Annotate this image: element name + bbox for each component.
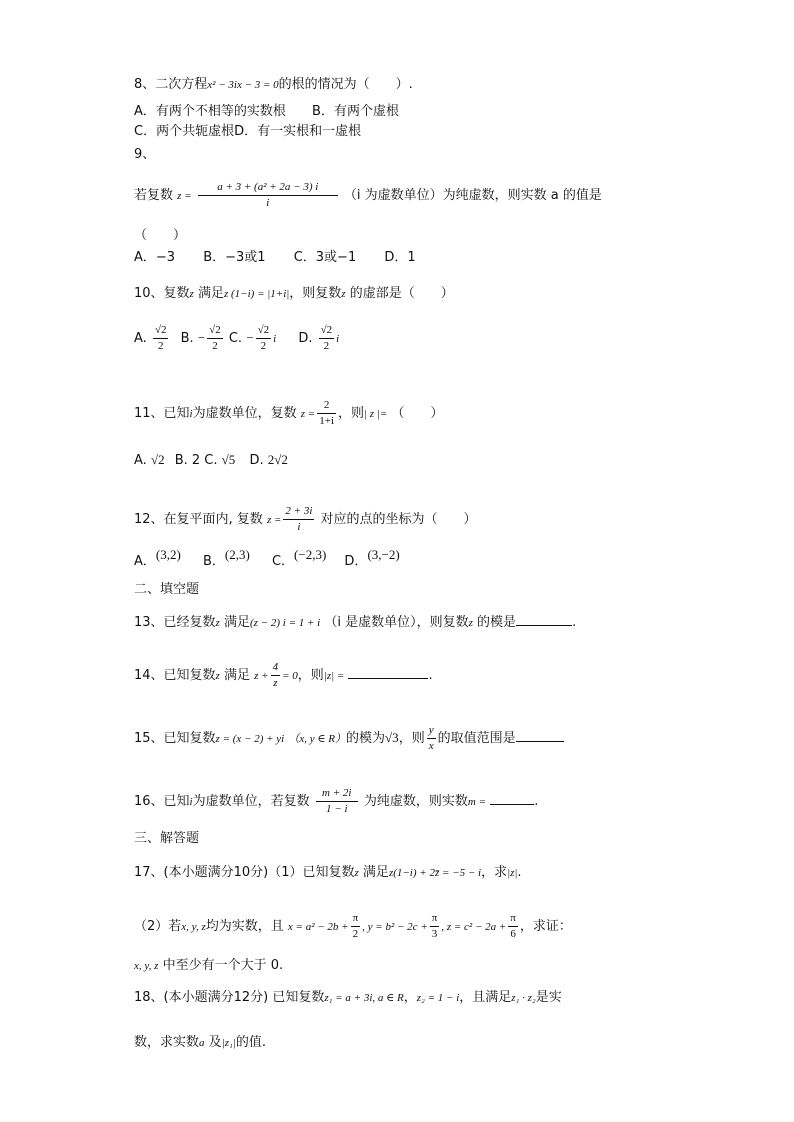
q12-option-a-label: A．: [134, 554, 156, 569]
q13-equation: (z − 2) i = 1 + i: [249, 617, 321, 629]
q11-prefix: 11、已知: [134, 406, 190, 421]
q18-abs: |z₁|: [221, 1037, 236, 1049]
q10-options: [134, 318, 339, 359]
q17-frac-pi6: [508, 911, 518, 942]
q18-var-a: a: [199, 1037, 205, 1049]
q12-option-b-val: (2,3): [224, 547, 250, 562]
q11-option-c-val: √5: [221, 452, 236, 467]
q8-option-a: A．有两个不相等的实数根: [134, 104, 286, 119]
section-fill-in-heading: 二、填空题: [134, 582, 200, 597]
q18-product: z₁ · z₂: [511, 992, 536, 1004]
q10-option-b-den: 2: [212, 340, 218, 352]
q10-prefix: 10、复数: [134, 286, 190, 301]
q9-paren: （ ）: [134, 228, 187, 243]
q16-suffix: 为纯虚数，则实数: [363, 794, 468, 809]
q9-numerator: a + 3 + (a² + 2a − 3) i: [198, 180, 338, 196]
q10-suffix: ，则复数: [289, 286, 342, 301]
q12-options: [134, 547, 400, 571]
q17-pi-c: π: [508, 911, 518, 927]
q8-suffix: 的根的情况为（ ）.: [278, 77, 413, 92]
q10-option-d-label: D.: [298, 331, 313, 346]
q15-prefix: 15、已知复数: [134, 731, 216, 746]
q17-den-2: 2: [352, 928, 359, 940]
q15-condition: （x, y ∈ R）: [288, 733, 347, 745]
q9-denominator: i: [266, 197, 270, 209]
q17-part2-line2-vars: x, y, z: [134, 960, 159, 972]
q17-part2-vars: x, y, z: [181, 921, 206, 933]
q18-prefix: 18、(本小题满分12分) 已知复数: [134, 990, 325, 1005]
q18-line2-suffix: 的值.: [235, 1035, 266, 1050]
q8-option-b: B．有两个虚根: [312, 104, 399, 119]
q11-options: [134, 451, 288, 470]
q17-part2-suffix: ，求证：: [519, 919, 572, 934]
q17-den-3: 3: [431, 928, 438, 940]
q18-eq2: z₂ = 1 − i: [416, 992, 460, 1004]
q9-fraction: [198, 180, 338, 211]
q15-sqrt: √3: [385, 730, 399, 745]
q17-abs: |z|: [507, 867, 518, 879]
q15-stem: [134, 718, 564, 759]
q17-den-6: 6: [510, 928, 516, 940]
q10-option-c-unit: i: [273, 333, 277, 345]
q15-mid: 的模为: [346, 731, 386, 746]
q11-paren: （ ）: [391, 406, 444, 421]
q18-and: 及: [208, 1035, 222, 1050]
q17-prefix: 17、(本小题满分10分)（1）已知复数: [134, 865, 355, 880]
q13-end: .: [572, 615, 577, 630]
q12-option-a-val: (3,2): [155, 547, 181, 562]
q17-var: z: [354, 867, 359, 879]
q10-option-d-unit: i: [336, 333, 340, 345]
q10-suffix2: 的虚部是（ ）: [349, 286, 454, 301]
q17-part2-mid: 均为实数，且: [205, 919, 284, 934]
q12-option-c-label: C．: [271, 554, 295, 569]
q14-rhs: = 0: [282, 670, 298, 682]
q10-var: z: [189, 288, 194, 300]
q11-option-a-label: A.: [134, 453, 147, 468]
q10-option-b-label: B.: [180, 331, 194, 346]
q12-fraction: [283, 504, 314, 535]
q17-part2-line2-text: 中至少有一个大于 0.: [162, 958, 284, 973]
q8-stem: [134, 76, 413, 94]
q10-option-b-num: √2: [207, 323, 223, 339]
q16-den: 1 − i: [326, 803, 348, 815]
q12-option-d-label: D．: [344, 554, 368, 569]
q10-option-d: [298, 324, 340, 352]
q16-answer-blank[interactable]: [490, 804, 534, 805]
q11-stem: [134, 394, 443, 434]
q14-answer-blank[interactable]: [348, 678, 428, 679]
q17-end: .: [517, 865, 522, 880]
q12-lhs: z =: [266, 514, 282, 526]
q17-part2-eq-b: , y = b² − 2c +: [362, 921, 428, 933]
q10-option-d-frac: [319, 323, 335, 354]
q16-end: .: [534, 794, 539, 809]
q13-mid: 满足: [223, 615, 250, 630]
q12-option-b-label: B．: [202, 554, 225, 569]
q10-var-2: z: [341, 288, 346, 300]
q16-mid: 为虚数单位，若复数: [192, 794, 310, 809]
q17-pi-b: π: [430, 911, 440, 927]
q17-part2-eq-a: x = a² − 2b +: [287, 921, 349, 933]
q12-den: i: [297, 521, 301, 533]
q10-option-a-den: 2: [157, 340, 164, 352]
q10-option-a-frac: [153, 323, 169, 354]
q9-number: 9、: [134, 147, 156, 162]
q11-suffix: ，则: [338, 406, 365, 421]
q10-option-c-frac: [256, 323, 272, 354]
q17-part2-line2: [134, 957, 283, 975]
q10-option-b: [180, 324, 229, 352]
q13-var: z: [215, 617, 220, 629]
q18-line2: [134, 1034, 266, 1052]
q10-option-c-sign: −: [246, 330, 254, 345]
q15-num: y: [427, 723, 436, 739]
q15-answer-blank[interactable]: [516, 741, 564, 742]
q11-num: 2: [317, 398, 336, 414]
q15-equation: z = (x − 2) + yi: [215, 733, 285, 745]
q11-i: i: [189, 408, 193, 420]
q11-lhs: z =: [300, 408, 316, 420]
q8-options-row1: [134, 103, 399, 121]
q10-mid: 满足: [197, 286, 224, 301]
q18-line2-prefix: 数，求实数: [134, 1035, 200, 1050]
q10-option-d-num: √2: [319, 323, 335, 339]
q14-abs: |z| =: [323, 670, 345, 682]
q14-end: .: [428, 668, 433, 683]
q17-suffix: ，求: [481, 865, 508, 880]
q18-eq1: z₁ = a + 3i, a ∈ R: [324, 992, 404, 1004]
q17-part2: [134, 905, 572, 949]
q17-mid: 满足: [362, 865, 389, 880]
q8-option-cd: C．两个共轭虚根D．有一实根和一虚根: [134, 124, 362, 139]
q9-option-d: D．1: [384, 250, 416, 265]
q12-num: 2 + 3i: [283, 504, 314, 520]
q15-suffix2: 的取值范围是: [437, 731, 516, 746]
q10-equation: z (1−i) = |1+i|: [223, 288, 290, 300]
q17-part2-eq-c: , z = c² − 2a +: [441, 921, 507, 933]
q8-equation: x² − 3ix − 3 = 0: [207, 79, 279, 91]
q11-abs: | z |=: [364, 408, 388, 420]
q16-i: i: [189, 796, 193, 808]
q11-option-d-val: 2√2: [267, 452, 288, 467]
q18-mid: ，且满足: [459, 990, 512, 1005]
q8-prefix: 8、二次方程: [134, 77, 208, 92]
q17-frac-pi3: [430, 911, 440, 942]
q17-part2-prefix: （2）若: [134, 919, 182, 934]
q9-options: [134, 249, 416, 267]
q13-prefix: 13、已经复数: [134, 615, 216, 630]
q18-stem: [134, 989, 562, 1007]
q11-den: 1+i: [319, 415, 334, 427]
section-answer-heading: 三、解答题: [134, 831, 200, 846]
q10-option-c: [228, 324, 280, 352]
q10-option-b-frac: [207, 323, 223, 354]
q9-lhs: z =: [177, 190, 192, 202]
q14-lhs: z +: [254, 670, 269, 682]
q17-equation: z(1−i) + 2z̄ = −5 − i: [388, 867, 482, 879]
q10-option-c-num: √2: [256, 323, 272, 339]
q13-suffix: （i 是虚数单位），则复数: [324, 615, 469, 630]
q12-prefix: 12、在复平面内, 复数: [134, 512, 263, 527]
q14-prefix: 14、已知复数: [134, 668, 216, 683]
q17-frac-pi2: [351, 911, 361, 942]
q12-option-d-val: (3,−2): [367, 547, 400, 562]
q9-prefix: 若复数: [134, 188, 174, 203]
q16-equation: m =: [467, 796, 487, 808]
q15-den: x: [428, 740, 434, 752]
q11-option-d-label: D.: [249, 453, 264, 468]
q9-option-b: B．−3或1: [203, 250, 266, 265]
q11-option-a-val: √2: [150, 452, 165, 467]
q10-option-a-num: √2: [153, 323, 169, 339]
q14-suffix: ，则: [297, 668, 324, 683]
q13-suffix2: 的模是: [477, 615, 517, 630]
q17-part1: [134, 864, 522, 882]
q14-num: 4: [271, 660, 281, 676]
q15-fraction: [427, 723, 436, 754]
q10-option-c-den: 2: [260, 340, 267, 352]
q16-prefix: 16、已知: [134, 794, 190, 809]
q10-option-a: [134, 324, 175, 352]
q10-option-c-label: C.: [228, 331, 243, 346]
q13-answer-blank[interactable]: [516, 625, 572, 626]
q15-suffix: ，则: [398, 731, 425, 746]
q16-stem: [134, 782, 538, 822]
q14-mid: 满足: [223, 668, 250, 683]
q10-stem: [134, 285, 454, 303]
q11-mid: 为虚数单位，复数: [192, 406, 297, 421]
q10-option-a-label: A.: [134, 331, 147, 346]
q9-option-c: C．3或−1: [293, 250, 357, 265]
q14-var: z: [215, 670, 220, 682]
q9-stem: [134, 174, 602, 218]
q11-option-bc-label: B. 2 C.: [174, 453, 218, 468]
q16-fraction: [316, 786, 358, 817]
q10-option-d-den: 2: [323, 340, 330, 352]
q18-comma: ，: [403, 990, 417, 1005]
q18-suffix: 是实: [535, 990, 562, 1005]
q17-pi-a: π: [351, 911, 361, 927]
q9-option-a: A．−3: [134, 250, 176, 265]
q9-suffix: （i 为虚数单位）为纯虚数，则实数 a 的值是: [343, 188, 602, 203]
q13-var-2: z: [468, 617, 473, 629]
q13-stem: [134, 614, 576, 632]
q12-option-c-val: (−2,3): [294, 547, 327, 562]
q10-option-b-sign: −: [197, 330, 206, 345]
q14-stem: [134, 656, 433, 696]
q14-den: z: [273, 677, 278, 689]
q16-num: m + 2i: [316, 786, 358, 802]
q11-fraction: [317, 398, 336, 429]
q14-fraction: [271, 660, 281, 691]
q12-stem: [134, 500, 477, 540]
q12-suffix: 对应的点的坐标为（ ）: [320, 512, 477, 527]
